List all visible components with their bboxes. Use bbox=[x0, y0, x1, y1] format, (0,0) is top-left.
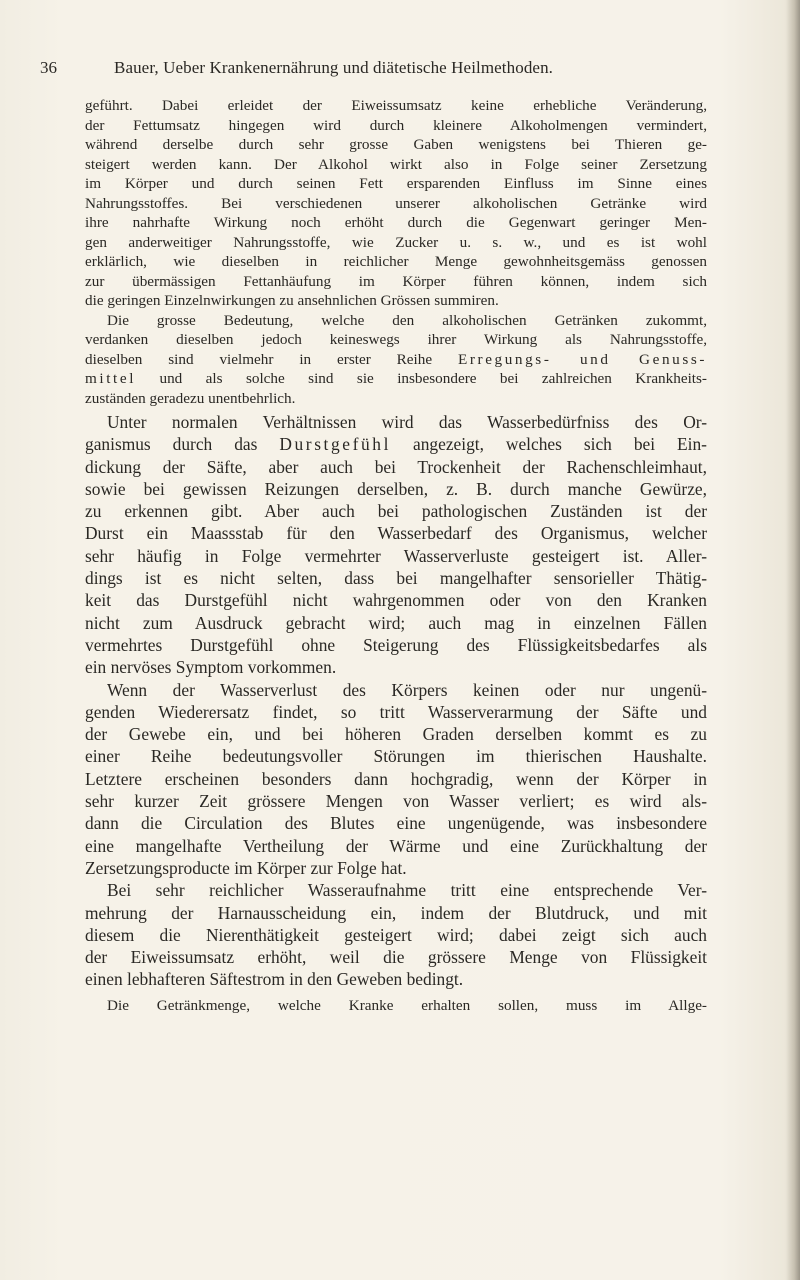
text-segment: ganismus durch das bbox=[85, 434, 258, 455]
text-line: mehrung der Harnausscheidung ein, indem der Blutdruck, und mit bbox=[85, 902, 707, 923]
text-line: nicht zum Ausdruck gebracht wird; auch mag in einzelnen Fällen bbox=[85, 612, 707, 633]
text-line: Die Getränkmenge, welche Kranke erhalten sollen, muss im Allge- bbox=[107, 996, 707, 1014]
text-line: erklärlich, wie dieselben in reichlicher Menge gewohnheitsgemäss genossen bbox=[85, 253, 707, 270]
paragraph-water bbox=[85, 411, 707, 991]
text-line: der Fettumsatz hingegen wird durch kleinere Alkoholmengen vermindert, bbox=[85, 116, 707, 134]
text-line: dickung der Säfte, aber auch bei Trockenheit der Rachenschleimhaut, bbox=[85, 456, 707, 477]
text-line: Wenn der Wasserverlust des Körpers keinen oder nur ungenü- bbox=[107, 679, 707, 700]
text-line: sehr häufig in Folge vermehrter Wasserverluste gesteigert ist. Aller- bbox=[85, 545, 707, 566]
running-title: Bauer, Ueber Krankenernährung und diätetische Heilmethoden. bbox=[114, 58, 554, 77]
text-line: zur übermässigen Fettanhäufung im Körper führen können, indem sich bbox=[85, 272, 707, 290]
text-line: Nahrungsstoffes. Bei verschiedenen unserer alkoholischen Getränke wird bbox=[85, 194, 707, 212]
text-line: zuständen geradezu unentbehrlich. bbox=[85, 389, 296, 407]
text-line: eine mangelhafte Vertheilung der Wärme und eine Zurückhaltung der bbox=[85, 835, 707, 856]
text-line: die geringen Einzelnwirkungen zu ansehnlichen Grössen summiren. bbox=[85, 292, 499, 309]
text-line: diesem die Nierenthätigkeit gesteigert wird; dabei zeigt sich auch bbox=[85, 924, 707, 945]
text-line: gen anderweitiger Nahrungsstoffe, wie Zucker u. s. w., und es ist wohl bbox=[85, 233, 707, 251]
page-edge-shadow bbox=[786, 0, 800, 1280]
text-line: Die grosse Bedeutung, welche den alkoholischen Getränken zukommt, bbox=[107, 311, 707, 329]
text-line: vermehrtes Durstgefühl ohne Steigerung des Flüssigkeitsbedarfes als bbox=[85, 634, 707, 655]
text-line: während derselbe durch sehr grosse Gaben wenigstens bei Thieren ge- bbox=[85, 136, 707, 153]
text-line: Unter normalen Verhältnissen wird das Wasserbedürfniss des Or- bbox=[107, 412, 707, 432]
text-line: der Gewebe ein, und bei höheren Graden derselben kommt es zu bbox=[85, 724, 707, 745]
emphasis-spaced: Erregungs- und Genuss- bbox=[458, 350, 707, 368]
text-line: Zersetzungsproducte im Körper zur Folge hat. bbox=[85, 857, 407, 878]
text-line: geführt. Dabei erleidet der Eiweissumsatz keine erhebliche Veränderung, bbox=[85, 97, 707, 114]
text-line: zu erkennen gibt. Aber auch bei pathologischen Zuständen ist der bbox=[85, 501, 707, 522]
text-line-mixed bbox=[85, 369, 707, 389]
text-line: dings ist es nicht selten, dass bei mangelhafter sensorieller Thätig- bbox=[85, 568, 707, 589]
text-line: dann die Circulation des Blutes eine ungenügende, was insbesondere bbox=[85, 813, 707, 834]
text-line: Letztere erscheinen besonders dann hochgradig, wenn der Körper in bbox=[85, 768, 707, 789]
text-line: verdanken dieselben jedoch keineswegs ihrer Wirkung als Nahrungsstoffe, bbox=[85, 331, 707, 348]
text-line: genden Wiederersatz findet, so tritt Wasserverarmung der Säfte und bbox=[85, 701, 707, 722]
text-line: sowie bei gewissen Reizungen derselben, z. B. durch manche Gewürze, bbox=[85, 478, 707, 499]
running-header bbox=[40, 58, 730, 84]
text-line: Durst ein Maassstab für den Wasserbedarf des Organismus, welcher bbox=[85, 523, 707, 544]
page-number: 36 bbox=[40, 58, 57, 77]
text-line-mixed bbox=[85, 350, 707, 370]
paragraph-alcohol bbox=[85, 96, 707, 408]
paragraph-drink-amount bbox=[85, 995, 707, 1016]
emphasis-spaced: mittel bbox=[85, 370, 137, 387]
text-line: ein nervöses Symptom vorkommen. bbox=[85, 657, 337, 678]
body-text bbox=[85, 96, 707, 1016]
text-line: einen lebhafteren Säftestrom in den Geweben bedingt. bbox=[85, 969, 464, 990]
text-line: steigert werden kann. Der Alkohol wirkt also in Folge seiner Zersetzung bbox=[85, 155, 707, 173]
text-segment: und als solche sind sie insbesondere bei zahlreichen Krankheits- bbox=[159, 370, 707, 387]
text-line: der Eiweissumsatz erhöht, weil die grössere Menge von Flüssigkeit bbox=[85, 947, 707, 968]
text-line: im Körper und durch seinen Fett ersparenden Einfluss im Sinne eines bbox=[85, 175, 707, 192]
text-segment: dieselben sind vielmehr in erster Reihe bbox=[85, 350, 433, 368]
text-line: Bei sehr reichlicher Wasseraufnahme tritt eine entsprechende Ver- bbox=[107, 880, 707, 901]
text-line-mixed bbox=[85, 433, 707, 455]
text-line: ihre nahrhafte Wirkung noch erhöht durch die Gegenwart geringer Men- bbox=[85, 214, 707, 231]
text-segment: angezeigt, welches sich bei Ein- bbox=[412, 434, 707, 455]
emphasis-spaced: Durstgefühl bbox=[279, 434, 392, 455]
text-line: keit das Durstgefühl nicht wahrgenommen oder von den Kranken bbox=[85, 590, 707, 611]
text-line: sehr kurzer Zeit grössere Mengen von Wasser verliert; es wird als- bbox=[85, 791, 707, 812]
text-line: einer Reihe bedeutungsvoller Störungen im thierischen Haushalte. bbox=[85, 746, 707, 767]
